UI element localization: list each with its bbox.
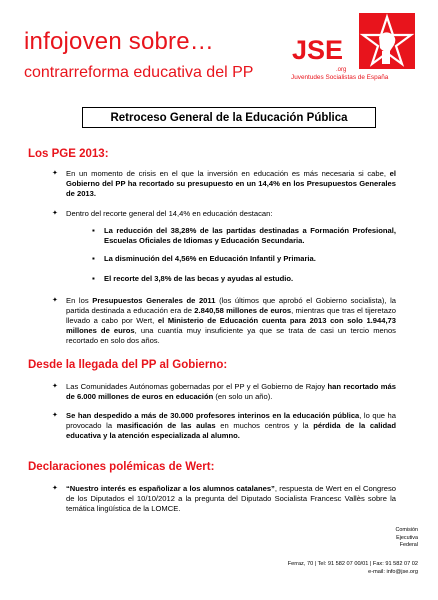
header — [0, 0, 438, 100]
title-line2: contrarreforma educativa del PP — [24, 64, 254, 81]
pge-bullet-1: ✦ En un momento de crisis en el que la inversión en educación es más necesaria si cabe, el Gobierno del PP ha recortado su presupuesto en un 14,4% en los Presupuestos Generales de 2013. — [66, 169, 396, 199]
pge-sub-1: ▪ La reducción del 38,28% de las partidas destinadas a Formación Profesional, Escuelas Oficiales de Idiomas y Educación Secundaria. — [104, 226, 396, 246]
banner-title: Retroceso General de la Educación Pública — [82, 107, 376, 128]
footer-line-2: Ejecutiva — [396, 534, 418, 541]
logo-org: .org — [336, 67, 347, 73]
pge-bullet-2: ✦ Dentro del recorte general del 14,4% en educación destacan: — [66, 209, 396, 219]
section-title-pge: Los PGE 2013: — [28, 148, 109, 160]
wert-bullet-1: ✦ “Nuestro interés es españolizar a los alumnos catalanes”, respuesta de Wert en el Congreso de los Diputados el 10/10/2012 a la pregunta del Diputado Socialista Francesc Vallès sobre la temática lingüística de la LOMCE. — [66, 484, 396, 514]
footer-line-3: Federal — [399, 542, 418, 548]
pge-bullet-3: ✦ En los Presupuestos Generales de 2011 (los últimos que aprobó el Gobierno socialista), la partida destinada a educación era de 2.840,58 millones de euros, mientras que tras el tijeretazo llevado a cabo por Wert, el Ministerio de Educación cuenta para 2013 con solo 1.944,73 millones de euros, una cuantía muy insuficiente ya que se trata de casi un tercio menos recortado en solo dos años. — [66, 296, 396, 346]
footer-org — [396, 527, 418, 550]
section-title-pp: Desde la llegada del PP al Gobierno: — [28, 359, 228, 371]
section-title-wert: Declaraciones polémicas de Wert: — [28, 461, 215, 473]
pge-sub-3: ▪ El recorte del 3,8% de las becas y ayudas al estudio. — [104, 274, 396, 284]
footer-contact — [205, 560, 418, 576]
footer-email[interactable]: e-mail: info@jse.org — [368, 569, 418, 575]
title-line1: infojoven sobre… — [24, 28, 214, 55]
footer-line-1: Comisión — [395, 527, 418, 533]
pge-sub-2: ▪ La disminución del 4,56% en Educación Infantil y Primaria. — [104, 254, 396, 264]
logo-caption: Juventudes Socialistas de España — [291, 74, 389, 81]
pp-bullet-1: ✦ Las Comunidades Autónomas gobernadas por el PP y el Gobierno de Rajoy han recortado más de 6.000 millones de euros en educación (en solo un año). — [66, 382, 396, 402]
pp-bullet-2: ✦ Se han despedido a más de 30.000 profesores interinos en la educación pública, lo que ha provocado la masificación de las aulas en muchos centros y la pérdida de la calidad educativa y la atención especializada al alumno. — [66, 411, 396, 441]
jse-logo — [289, 13, 415, 83]
logo-text: JSE — [292, 35, 344, 65]
footer-address: Ferraz, 70 | Tel: 91 582 07 00/01 | Fax: 91 582 07 02 — [287, 561, 418, 567]
